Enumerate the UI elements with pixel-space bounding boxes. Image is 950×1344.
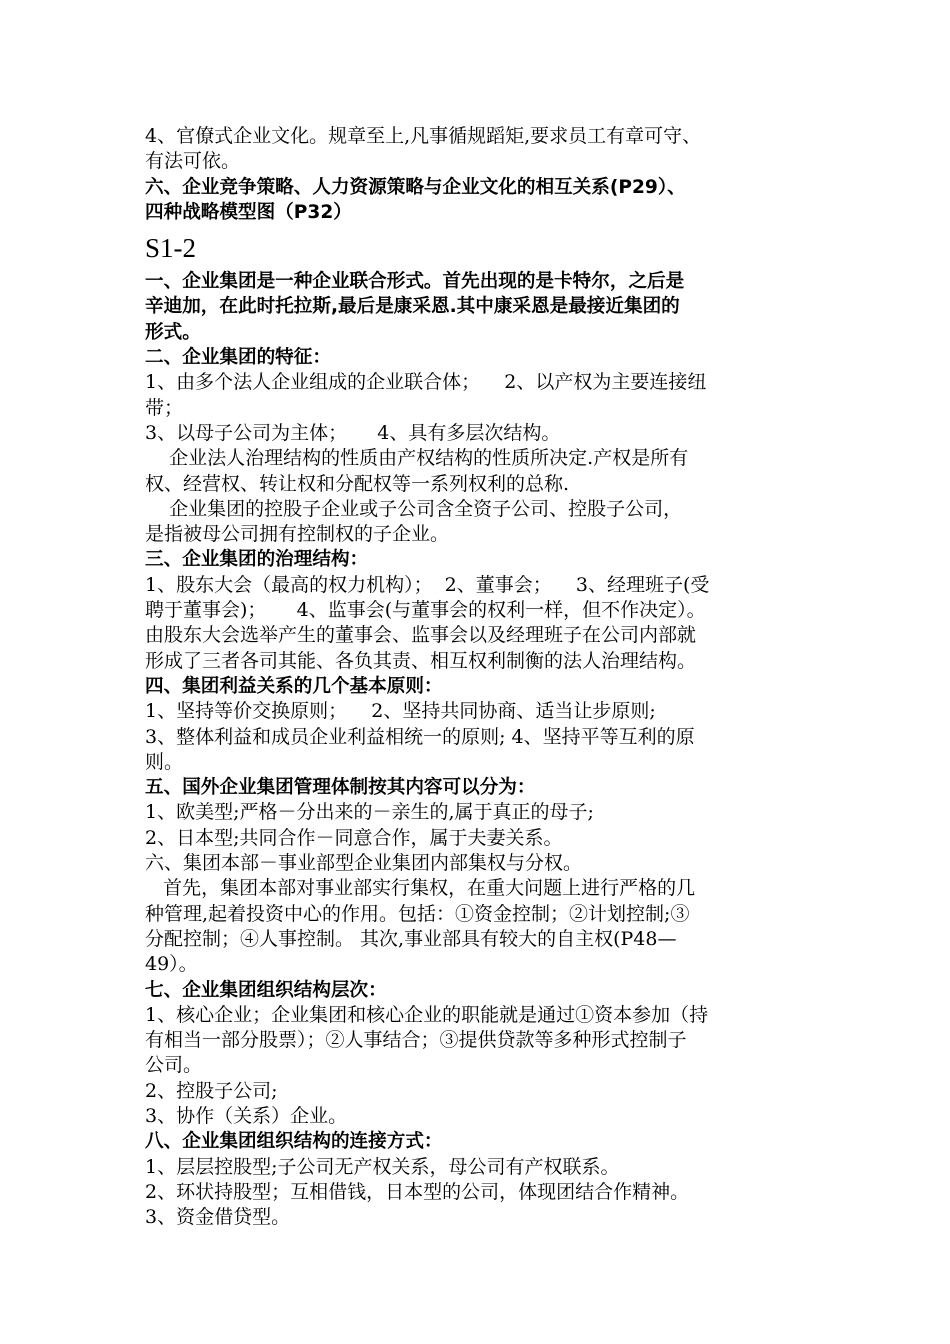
text-line: 有相当一部分股票）；②人事结合；③提供贷款等多种形式控制子	[145, 1029, 687, 1052]
text-line: 3、协作（关系）企业。	[145, 1104, 348, 1127]
text-line: 形成了三者各司其能、各负其责、相互权利制衡的法人治理结构。	[145, 649, 697, 672]
text-line: 则。	[145, 750, 184, 773]
text-line: 3、整体利益和成员企业利益相统一的原则; 4、坚持平等互利的原	[145, 725, 695, 748]
text-line: 1、核心企业；企业集团和核心企业的职能就是通过①资本参加（持	[145, 1003, 709, 1026]
heading-line: 一、企业集团是一种企业联合形式。首先出现的是卡特尔，之后是	[145, 271, 685, 293]
text-line: 1、层层控股型;子公司无产权关系，母公司有产权联系。	[145, 1155, 620, 1178]
text-line: 2、环状持股型；互相借钱，日本型的公司，体现团结合作精神。	[145, 1180, 690, 1203]
text-line: 首先，集团本部对事业部实行集权，在重大问题上进行严格的几	[145, 877, 696, 900]
heading-line: 七、企业集团组织结构层次：	[145, 979, 387, 1001]
section-heading: S1-2	[145, 233, 197, 264]
text-line: 1、股东大会（最高的权力机构）； 2、董事会； 3、经理班子(受	[145, 573, 710, 596]
heading-line: 辛迪加，在此时托拉斯,最后是康采恩.其中康采恩是最接近集团的	[145, 296, 680, 318]
text-line: 3、以母子公司为主体； 4、具有多层次结构。	[145, 421, 561, 444]
heading-line: 形式。	[145, 321, 201, 343]
text-line: 1、欧美型;严格－分出来的－亲生的,属于真正的母子;	[145, 801, 594, 824]
text-line: 4、官僚式企业文化。规章至上,凡事循规蹈矩,要求员工有章可守、	[145, 125, 702, 147]
text-line: 由股东大会选举产生的董事会、监事会以及经理班子在公司内部就	[145, 624, 697, 647]
text-line: 3、资金借贷型。	[145, 1206, 291, 1229]
text-line: 权、经营权、转让权和分配权等一系列权利的总称.	[145, 472, 570, 495]
text-line: 2、控股子公司;	[145, 1079, 278, 1102]
document-body	[145, 124, 810, 1230]
text-line: 带；	[145, 396, 184, 419]
text-line: 2、日本型;共同合作－同意合作，属于夫妻关系。	[145, 826, 563, 849]
text-line: 分配控制；④人事控制。 其次,事业部具有较大的自主权(P48—	[145, 927, 677, 950]
text-line: 企业集团的控股子企业或子公司含全资子公司、控股子公司，	[145, 497, 683, 520]
heading-line: 四、集团利益关系的几个基本原则：	[145, 675, 443, 697]
text-line: 有法可依。	[145, 150, 241, 173]
text-line: 六、集团本部－事业部型企业集团内部集权与分权。	[145, 852, 583, 875]
text-line: 聘于董事会)； 4、监事会(与董事会的权利一样，但不作决定）。	[145, 599, 706, 622]
heading-line: 四种战略模型图（P32）	[145, 201, 352, 223]
text-line: 1、由多个法人企业组成的企业联合体； 2、以产权为主要连接纽	[145, 371, 707, 394]
text-line: 公司。	[145, 1054, 203, 1077]
text-line: 是指被母公司拥有控制权的子企业。	[145, 523, 450, 546]
heading-line: 五、国外企业集团管理体制按其内容可以分为：	[145, 777, 536, 799]
text-line: 1、坚持等价交换原则； 2、坚持共同协商、适当让步原则;	[145, 700, 656, 723]
heading-line: 三、企业集团的治理结构：	[145, 549, 369, 571]
text-line: 企业法人治理结构的性质由产权结构的性质所决定.产权是所有	[145, 447, 689, 470]
heading-line: 六、企业竞争策略、人力资源策略与企业文化的相互关系(P29）、	[145, 176, 686, 198]
heading-line: 八、企业集团组织结构的连接方式：	[145, 1131, 443, 1153]
text-line: 49）。	[145, 953, 198, 976]
heading-line: 二、企业集团的特征：	[145, 347, 331, 369]
text-line: 种管理,起着投资中心的作用。包括：①资金控制；②计划控制;③	[145, 902, 690, 925]
